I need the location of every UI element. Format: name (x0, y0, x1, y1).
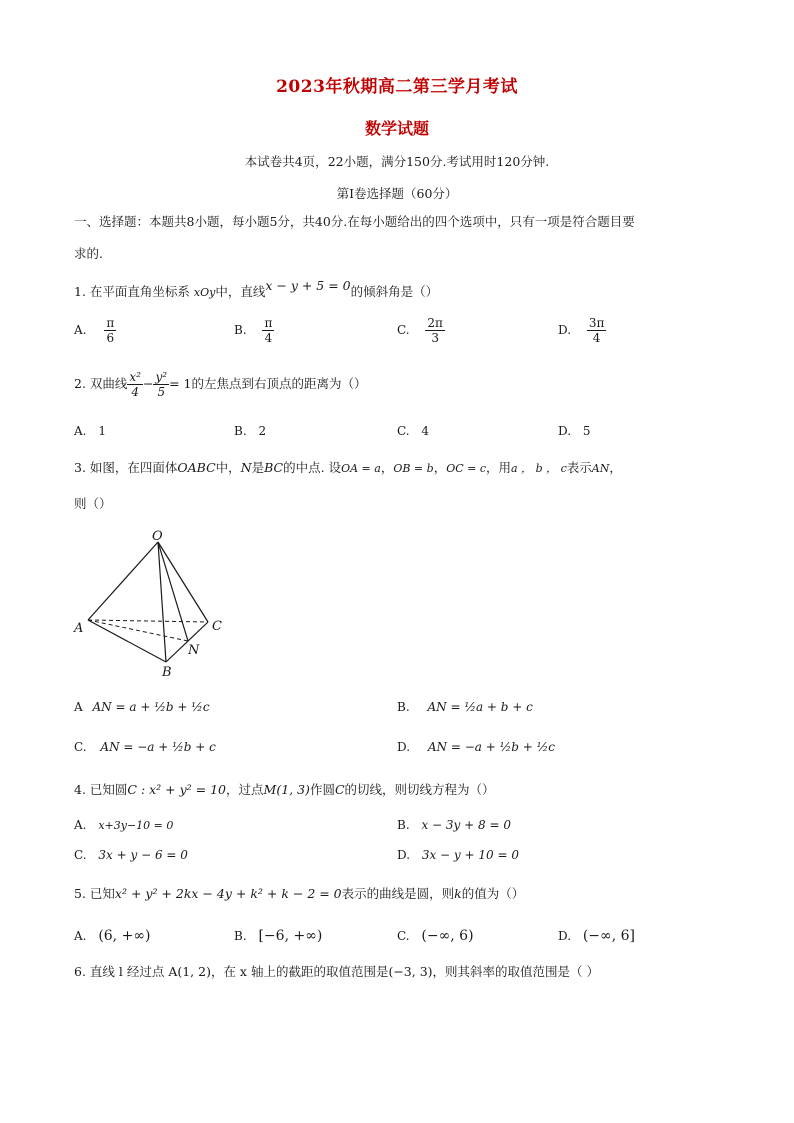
q2-suffix: 的左焦点到右顶点的距离为（） (191, 376, 367, 391)
option-label: D. (397, 848, 411, 862)
label-n: N (188, 643, 200, 658)
q2-option-c[interactable] (397, 424, 429, 438)
q5-option-d[interactable] (558, 928, 635, 944)
edge-ac-hidden (88, 620, 208, 622)
label-b: B (162, 665, 172, 678)
numerator: 2π (427, 316, 443, 330)
numerator: π (106, 316, 115, 330)
q3-vectors: a ， b ， c (511, 462, 567, 475)
q1-equation: x − y + 5 = 0 (265, 278, 351, 293)
q1-mid: 中，直线 (215, 284, 266, 299)
q3-point-n: N (240, 460, 252, 475)
q2-option-d[interactable] (558, 424, 590, 438)
option-label: D. (558, 929, 572, 943)
q4-text: ，过点 (226, 782, 264, 797)
q1-coord: xOy (193, 286, 216, 299)
option-label: C. (397, 323, 410, 337)
edge-ab (88, 620, 166, 662)
label-o: O (152, 529, 163, 544)
denominator: 5 (157, 385, 166, 399)
instructions-line1: 一、选择题：本题共8小题，每小题5分，共40分.在每小题给出的四个选项中，只有一项是符合题目要 (74, 214, 635, 229)
label-a: A (74, 621, 84, 636)
option-label: A. (74, 424, 87, 438)
option-label: C. (74, 848, 87, 862)
q3-text: 表示 (566, 460, 592, 475)
denominator: 4 (131, 385, 140, 399)
option-label: A. (74, 323, 87, 337)
q5-option-a[interactable] (74, 928, 150, 944)
option-value: x+3y−10 = 0 (98, 819, 174, 832)
q1-suffix: 的倾斜角是（） (350, 284, 439, 299)
option-value: 2 (258, 424, 267, 438)
q5-text: 表示的曲线是圆，则 (341, 886, 455, 901)
edge-an-hidden (88, 620, 188, 641)
question-5 (74, 884, 524, 904)
q5-prefix: 5. 已知 (74, 886, 115, 901)
q5-equation: x² + y² + 2kx − 4y + k² + k − 2 = 0 (114, 886, 342, 901)
option-expression: AN = −a + ½b + c (100, 740, 216, 754)
instructions-line2: 求的. (74, 246, 103, 261)
q1-option-d[interactable] (558, 316, 606, 345)
question-1 (74, 278, 439, 303)
q4-point: M(1, 3) (263, 782, 310, 797)
fraction (262, 316, 274, 345)
q3-option-b[interactable] (397, 700, 533, 714)
q5-option-b[interactable] (234, 928, 322, 944)
option-label: A. (74, 818, 87, 832)
option-value: 3x − y + 10 = 0 (421, 848, 519, 862)
q3-segment-bc: BC (264, 460, 284, 475)
q5-suffix: 的值为（） (461, 886, 525, 901)
label-c: C (212, 619, 222, 634)
question-2 (74, 370, 366, 399)
fraction (104, 316, 116, 345)
q2-prefix: 2. 双曲线 (74, 376, 128, 391)
denominator: 3 (431, 331, 439, 345)
fraction (153, 370, 169, 399)
numerator: 3π (588, 316, 605, 330)
q3-text: 的中点. 设 (283, 460, 342, 475)
option-label: D. (558, 424, 572, 438)
q1-prefix: 1. 在平面直角坐标系 (74, 284, 190, 299)
q4-suffix: 的切线，则切线方程为（） (344, 782, 495, 797)
q3-prefix: 3. 如图，在四面体 (74, 460, 178, 475)
question-3: 3. 如图，在四面体OABC中，N是BC的中点. 设OA = a，OB = b，OC = c，用a ， b ， c表示AN， (74, 460, 622, 475)
q3-option-d[interactable] (397, 740, 555, 754)
option-value: (−∞, 6] (582, 928, 635, 944)
q4-option-c[interactable] (74, 848, 188, 862)
edge-oc (158, 542, 208, 622)
q4-option-b[interactable] (397, 818, 511, 832)
q1-option-b[interactable] (234, 316, 274, 345)
q3-text: 是 (251, 460, 265, 475)
edge-bc (166, 622, 208, 662)
option-value: 5 (582, 424, 591, 438)
q3-vector-an: AN (591, 462, 610, 475)
q4-option-d[interactable] (397, 848, 519, 862)
option-value: [−6, +∞) (258, 928, 323, 944)
option-label: C. (397, 424, 410, 438)
q4-text: 作圆 (309, 782, 335, 797)
option-expression: AN = ½a + b + c (427, 700, 533, 714)
q5-variable-k: k (454, 886, 462, 901)
denominator: 4 (264, 331, 273, 345)
option-label: B. (234, 424, 247, 438)
option-label: B. (234, 929, 247, 943)
q5-option-c[interactable] (397, 928, 474, 944)
section-heading: 第Ⅰ卷选择题（60分） (336, 186, 458, 201)
q3-tetrahedron: OABC (177, 460, 216, 475)
q4-circle: C : x² + y² = 10 (127, 782, 227, 797)
tetrahedron-figure (66, 528, 236, 678)
q2-option-b[interactable] (234, 424, 266, 438)
option-value: (6, +∞) (98, 928, 151, 944)
fraction (127, 370, 143, 399)
numerator: x² (129, 370, 141, 384)
option-label: D. (397, 740, 411, 754)
option-value: 3x + y − 6 = 0 (98, 848, 188, 862)
q4-prefix: 4. 已知圆 (74, 782, 128, 797)
exam-title: 2023年秋期高二第三学月考试 (276, 77, 518, 97)
subject-title: 数学试题 (364, 119, 429, 138)
minus-sign: − (142, 376, 154, 391)
numerator: y² (155, 370, 168, 384)
option-value: x − 3y + 8 = 0 (421, 818, 511, 832)
option-label: A (74, 700, 83, 714)
q4-option-a[interactable] (74, 818, 173, 832)
q1-option-c[interactable] (397, 316, 445, 345)
equals: = 1 (169, 376, 192, 391)
option-value: (−∞, 6) (421, 928, 474, 944)
exam-info: 本试卷共4页，22小题，满分150分.考试用时120分钟. (244, 154, 550, 169)
option-label: A. (74, 929, 87, 943)
q3-vector-oa: OA = a (341, 462, 381, 475)
fraction (425, 316, 445, 345)
question-4 (74, 780, 495, 800)
fraction (587, 316, 607, 345)
q3-option-a[interactable] (74, 700, 210, 714)
q3-option-c[interactable] (74, 740, 216, 754)
denominator: 4 (592, 331, 601, 345)
denominator: 6 (106, 331, 115, 345)
q3-line2: 则（） (74, 496, 112, 511)
option-expression: AN = −a + ½b + ½c (427, 740, 555, 754)
option-label: C. (397, 929, 410, 943)
q3-vector-oc: OC = c (446, 462, 487, 475)
q4-circle-name: C (334, 782, 345, 797)
edge-on (158, 542, 188, 641)
q3-vector-ob: OB = b (393, 462, 434, 475)
q2-option-a[interactable] (74, 424, 106, 438)
option-label: B. (234, 323, 247, 337)
option-expression: AN = a + ½b + ½c (92, 700, 210, 714)
edge-oa (88, 542, 158, 620)
option-label: C. (74, 740, 87, 754)
option-value: 4 (421, 424, 430, 438)
option-value: 1 (98, 424, 106, 438)
numerator: π (264, 316, 273, 330)
option-label: B. (397, 700, 410, 714)
question-6: 6. 直线 l 经过点 A(1, 2)，在 x 轴上的截距的取值范围是(−3, 3)，则其斜率的取值范围是（ ） (74, 964, 600, 979)
q1-option-a[interactable] (74, 316, 116, 345)
option-label: B. (397, 818, 410, 832)
q3-text: 中， (215, 460, 241, 475)
edge-ob (158, 542, 166, 662)
q3-text: ，用 (486, 460, 512, 475)
option-label: D. (558, 323, 572, 337)
